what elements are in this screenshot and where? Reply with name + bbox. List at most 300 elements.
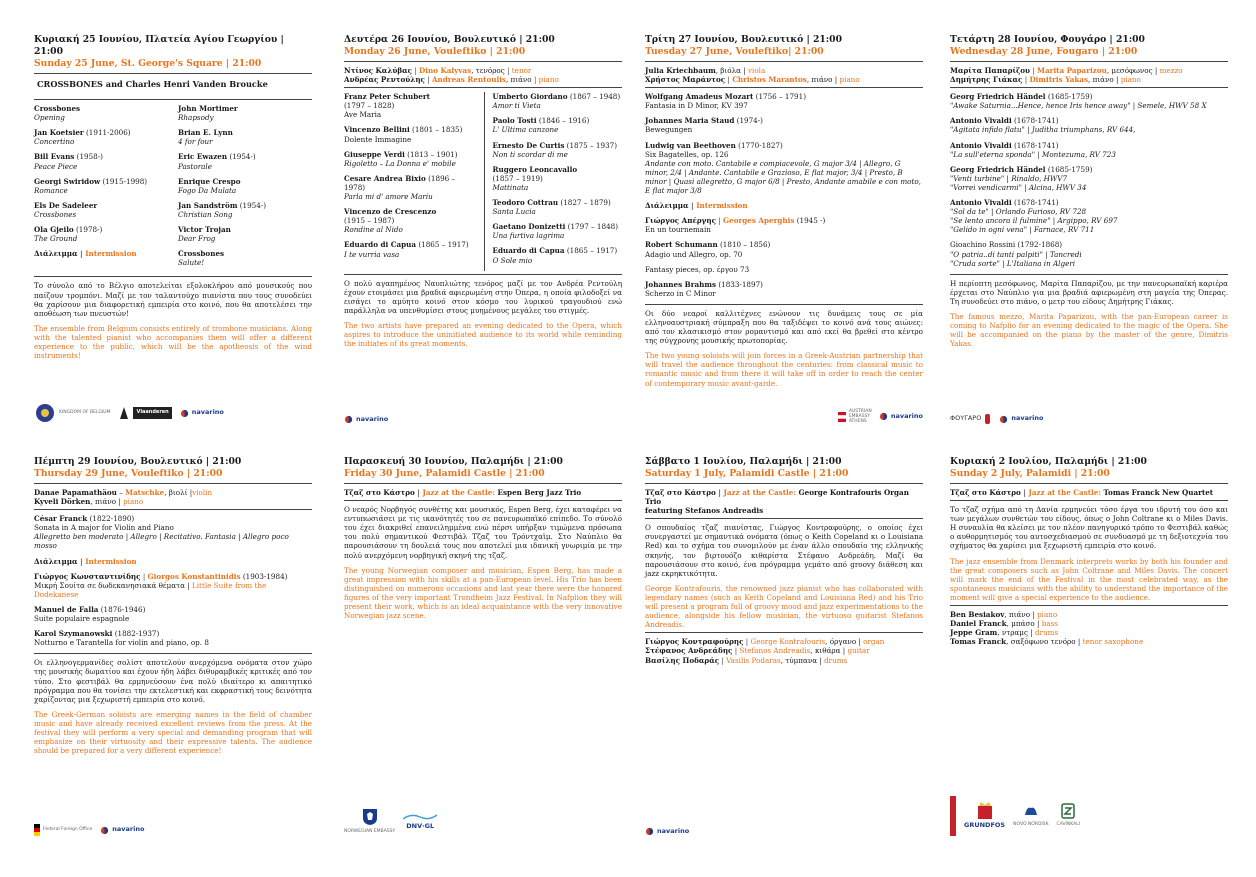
composer-name: Jan Koetsier (34, 128, 84, 138)
programme-item (34, 152, 168, 170)
panel-title-en: Friday 30 June, Palamidi Castle | 21:00 (344, 468, 545, 479)
work-movements: Allegretto ben moderato | Allegro | Recitativo. Fantasia | Allegro poco mosso (34, 532, 289, 551)
performer-name: Kyveli Dörken (34, 497, 91, 507)
musician-name: Daniel Franck (950, 619, 1007, 629)
ensemble-name: Espen Berg Jazz Trio (495, 488, 582, 497)
divider (344, 61, 622, 62)
composer-dates: (1911-2006) (83, 128, 131, 138)
performer-gr: Δημήτρης Γιάκας (950, 75, 1023, 85)
composer-name: Victor Trojan (178, 225, 231, 235)
work-title: "Cruda sorte" | L'Italiana in Algeri (950, 258, 1076, 268)
musician-name: Tomas Franck (950, 637, 1007, 647)
work-title: Concertino (34, 137, 75, 147)
intermission-label: Διάλειμμα | Intermission (645, 201, 748, 211)
work-title: Suite populaire espagnole (34, 614, 130, 624)
musician-line: Στέφανος Ανδρεάδης | Stefanos Andreadis, κιθάρα | guitar (645, 646, 870, 656)
lion-icon (118, 405, 130, 421)
composer-dates: (1876-1946) (98, 604, 146, 614)
composer-dates: (1974-) (734, 116, 763, 126)
subtitle-gr: Τζαζ στο Κάστρο (344, 488, 415, 497)
work-title: Opening (34, 113, 65, 123)
composer-name: Crossbones (34, 104, 81, 114)
programme-item (493, 116, 623, 134)
composer-dates: (1882-1937) (112, 629, 160, 639)
programme-item (34, 104, 168, 122)
performer-en: Matschke (125, 488, 165, 497)
composer-dates: (1833-1897) (716, 279, 763, 289)
divider (344, 274, 622, 275)
composer-dates: (1685-1759) (1045, 164, 1093, 174)
intermission-en: Intermission (85, 556, 137, 566)
navarino-logo (999, 414, 1043, 423)
description-en: The ensemble from Belgium consists entirely of trombone musicians. Along with the talented pianist who accompanies them will offer a different experience to the public, which will be the apotheosis of the wind instruments! (34, 323, 312, 361)
programme-item (34, 225, 168, 243)
composer-name: Els De Sadeleer (34, 200, 98, 210)
intermission-gr: Διάλειμμα (34, 556, 78, 566)
work-title: "Gelido in ogni vena" | Farnace, RV 711 (950, 225, 1095, 235)
composer-dates: (1865 – 1917) (564, 246, 618, 256)
composer-dates: (1958-) (74, 152, 103, 162)
description-en: The jazz ensemble from Denmark interprets works by both his founder and the great composers such as John Coltrane and Miles Davis. The concert will mark the end of the Festival in the most celebrated way, as the spontaneous musicians with the ability to understand the importance of the moment will give a special experience to the audience. (950, 556, 1228, 602)
work-title: Fantasia in D Minor, KV 397 (645, 101, 748, 111)
musician-role-en: bass (1041, 619, 1058, 629)
composer-name: Johannes Brahms (645, 279, 717, 289)
musician-role-gr: , ντραμς | (997, 628, 1035, 638)
programme-item (493, 165, 623, 192)
work-title: Rondine al Nido (344, 225, 403, 235)
musician-role-gr: , μπάσο | (1006, 619, 1042, 629)
work-title: Scherzo in C Minor (645, 288, 716, 298)
divider (344, 87, 622, 88)
work-title: Una furtiva lagrima (492, 231, 565, 241)
composer-name: Manuel de Falla (34, 604, 99, 614)
work-title: Fogo Da Mulata (178, 185, 237, 195)
performer-role-en: piano (839, 75, 860, 85)
divider (34, 653, 312, 654)
divider (645, 304, 923, 305)
work-title: En un tournemain (645, 225, 711, 235)
grundfos-logo (964, 802, 1005, 830)
cavinkali-logo (1057, 803, 1081, 829)
logo-text: navarino (191, 408, 224, 417)
composer-name: Antonio Vivaldi (950, 140, 1012, 150)
composer-name: Georgi Swiridow (34, 176, 101, 186)
composer-dates: (1801 – 1835) (409, 125, 463, 135)
divider (645, 518, 923, 519)
musician-line: Βασίλης Ποδαράς | Vasilis Podaras, τύμπανα | drums (645, 655, 848, 665)
composer-name: Gioachino Rossini (1792-1868) (950, 240, 1063, 250)
composer-name: Ludwig van Beethoven (645, 140, 736, 150)
work-title: "Vorrei vendicarmi" | Alcina, HWV 34 (950, 182, 1087, 192)
composer-dates: (1978-) (73, 225, 103, 235)
work-title: Amor ti Vieta (492, 101, 541, 111)
work-movements: Andante con moto. Cantabile e compiacevole, G major 3/4 | Allegro, G minor, 2/4 | Andante. Cantabile e Grazioso, E flat major, 3/4 | Presto, B minor | Quasi allegretto, G major 6/8 | Presto, Andante amabile e con moto, E flat major 3/8 (645, 158, 921, 196)
programme-item (178, 104, 312, 122)
performer-role-en: tenor (511, 66, 532, 75)
composer-dates: (1865 – 1917) (416, 240, 469, 250)
performer-role-gr: , βιολί | (164, 488, 193, 497)
federal-foreign-office-logo (34, 824, 92, 836)
programme-right-column (484, 92, 623, 270)
musician-role-gr: , πιάνο | (1004, 610, 1038, 620)
divider (950, 274, 1228, 275)
concert-panel-mon-26-june (344, 34, 622, 424)
musician-en: Stefanos Andreadis (739, 646, 811, 656)
logo-text: GRUNDFOS (964, 820, 1006, 829)
work-title: O Sole mio (492, 255, 533, 265)
subtitle-en: Jazz at the Castle: (422, 488, 496, 497)
programme-item (34, 514, 312, 550)
programme-item (34, 605, 312, 623)
programme-item (178, 225, 312, 243)
musician-line (950, 610, 1228, 619)
programme-item (178, 177, 312, 195)
belgium-crest-icon (34, 402, 56, 424)
performer-role-en: mezzo (1159, 66, 1183, 75)
panel-title-gr: Παρασκευή 30 Ιουνίου, Παλαμήδι | 21:00 (344, 456, 563, 467)
performer-line: Χρήστος Μαράντος | Christos Marantos, πιάνο | piano (645, 75, 860, 85)
composer-dates: (1685-1759) (1045, 92, 1093, 102)
composer-dates: (1678-1741) (1011, 116, 1059, 126)
musician-role-gr: , τύμπανα | (780, 655, 825, 665)
musician-role-en: tenor saxophone (1082, 637, 1144, 647)
jazz-subtitle: Τζαζ στο Κάστρο | Jazz at the Castle: George Kontrafouris Organ Trio featuring Stefanos Andreadis (645, 488, 923, 515)
concert-panel-thu-29-june (34, 456, 312, 836)
performer-en: Andreas Rentoulis (431, 75, 506, 85)
work-title: The Ground (34, 234, 78, 244)
programme-item: Γιώργος Απέργης | Georges Aperghis (1945 -) En un tournemain (645, 216, 923, 234)
concert-panel-sun-25-june (34, 34, 312, 424)
work-title-en: Little Suite from the Dodekanese (34, 580, 267, 599)
germany-flag-icon (34, 824, 40, 836)
description-gr: Η περίοπτη μεσόφωνος, Μαρίτα Παπαρίζου, με την πανευρωπαϊκή καριέρα έρχεται στο Ναύπλιο για μια βραδιά αφιερωμένη στη μαγεία της Όπερας. Τη συνοδεύει στο πιάνο, ο μετρ του είδους Δημήτρης Γιάκας. (950, 278, 1228, 306)
musician-gr: Γιώργος Κοντραφούρης (645, 637, 744, 647)
programme-right-column (178, 104, 312, 273)
work-title: Notturno e Tarantella for violin and piano, op. 8 (34, 638, 209, 648)
programme-item (344, 92, 474, 119)
programme-item (178, 201, 312, 219)
jazz-subtitle: Τζαζ στο Κάστρο | Jazz at the Castle: Espen Berg Jazz Trio (344, 488, 582, 497)
musician-role-gr: , κιθάρα | (810, 646, 848, 656)
programme-item (950, 116, 1228, 134)
musician-role-en: drums (1034, 628, 1059, 638)
performer-line: Ανδρέας Ρεντούλης | Andreas Rentoulis, πιάνο | piano (344, 75, 559, 85)
programme-item (34, 177, 168, 195)
logo-text: navarino (890, 411, 923, 420)
norway-crest-icon (362, 808, 378, 826)
performer-line (34, 497, 312, 506)
musician-role-en: piano (1037, 610, 1058, 620)
description-gr: Οι δύο νεαροί καλλιτέχνες ενώνουν τις δυνάμεις τους σε μία ελληνοαυστριακή σύμπραξη που θα ταξιδέψει το κοινό ανά τους αιώνες: από τον κλασικισμό στον ρομαντισμό και από εκεί θα βρεθεί στο κέντρο της σύγχρονης μουσικής πρωτοπορίας. (645, 308, 923, 346)
performer-en: Marita Paparizou (1037, 66, 1107, 75)
programme-item (344, 240, 474, 258)
concert-panel-sun-2-july (950, 456, 1228, 836)
sponsor-logos (950, 414, 1043, 424)
logo-text: navarino (1011, 414, 1044, 423)
work-title: "Sol da te" | Orlando Furioso, RV 728 (950, 207, 1087, 217)
logo-text: navarino (657, 826, 690, 835)
programme-item (178, 249, 312, 267)
panel-title-gr: Σάββατο 1 Ιουλίου, Παλαμήδι | 21:00 (645, 456, 842, 467)
composer-name: Enrique Crespo (178, 176, 241, 186)
composer-name-en: Giorgos Konstantinidis (147, 571, 241, 581)
programme-item (178, 128, 312, 146)
intermission-en: Intermission (85, 249, 137, 259)
programme-item (344, 207, 474, 234)
programme-item (344, 150, 474, 168)
composer-name-en: Georges Aperghis (722, 216, 795, 226)
composer-name: Antonio Vivaldi (950, 198, 1012, 208)
performer-role-gr: , πιάνο | (90, 497, 124, 507)
programme-item (34, 629, 312, 647)
work-title: Fantasy pieces, op. έργου 73 (645, 264, 750, 274)
performer-gr: Χρήστος Μαράντος (645, 75, 726, 85)
navarino-icon (100, 826, 109, 835)
composer-name: Karol Szymanowski (34, 629, 113, 639)
composer-name: Vincenzo Bellini (344, 125, 410, 135)
performer-role-en: piano (123, 497, 144, 507)
intermission-en: Intermission (696, 201, 748, 211)
musician-en: Vasilis Podaras (726, 655, 781, 665)
musician-line (950, 619, 1228, 628)
description-en: The two artists have prepared an evening dedicated to the Opera, which aspires to introduce the uninitiated audience to its world while reminding the initiates of its great moments. (344, 320, 622, 349)
logo-text: AUSTRIAN EMBASSY ATHENS (848, 409, 872, 424)
composer-name: Gaetano Donizetti (492, 222, 566, 232)
logo-text: Vlaanderen (133, 407, 171, 418)
intermission-gr: Διάλειμμα (34, 249, 78, 259)
performer-role-en: piano (538, 75, 559, 85)
navarino-icon (180, 409, 189, 418)
composer-name: Jan Sandström (178, 200, 238, 210)
panel-title-gr: Κυριακή 2 Ιουλίου, Παλαμήδι | 21:00 (950, 456, 1147, 467)
performer-line: Μαρίτα Παπαρίζου | Marita Paparizou, μεσόφωνος | mezzo (950, 66, 1183, 75)
divider (34, 73, 312, 74)
performer-en: Dimitris Yakas (1029, 75, 1089, 85)
performer-en: Dino Kalyvas (419, 66, 472, 75)
navarino-icon (645, 827, 654, 836)
work-title: I te vurria vasa (344, 249, 400, 259)
composer-name: Brian E. Lynn (178, 128, 233, 138)
performer-gr: Ανδρέας Ρεντούλης (344, 75, 425, 85)
programme-item: Γιώργος Κωνσταντινίδης | Giorgos Konstantinidis (1903-1984) Μικρή Σουίτα σε δωδεκανησιακά θέματα | Little Suite from the Dodekanese (34, 571, 288, 599)
performer-role-en: violin (192, 488, 213, 497)
programme-item (950, 165, 1228, 192)
work-title-gr: Μικρή Σουίτα σε δωδεκανησιακά θέματα | (34, 580, 192, 590)
composer-dates: (1915-1998) (100, 176, 148, 186)
intermission-label: Διάλειμμα | Intermission (34, 249, 137, 259)
jazz-subtitle: Τζαζ στο Κάστρο | Jazz at the Castle: Tomas Franck New Quartet (950, 488, 1214, 497)
composer-name: Paolo Tosti (492, 116, 537, 126)
subtitle-en: Jazz at the Castle: (1028, 488, 1102, 497)
performer-role-gr: , τενόρος (471, 66, 505, 75)
composer-name: Antonio Vivaldi (950, 116, 1012, 126)
programme-columns (34, 104, 312, 273)
composer-name: Cesare Andrea Bixio (344, 173, 426, 183)
musician-line (950, 628, 1228, 637)
navarino-icon (879, 412, 888, 421)
description-gr: Το σύνολο από το Βέλγιο αποτελείται εξολοκλήρου από μουσικούς που παίζουν τρομπόνι. Μαζί με τον ταλαντούχο πιανίστα που τους συνοδεύει θα χαρίσουν μια διαφορετική εμπειρία στο κοινό, που θα αποτελέσει την αποθέωση των πνευστών! (34, 281, 312, 318)
programme-item (493, 222, 623, 240)
panel-title-en: Sunday 2 July, Palamidi | 21:00 (950, 468, 1110, 479)
composer-dates: (1903-1984) (240, 571, 288, 581)
work-title: Crossbones (34, 209, 77, 219)
divider (34, 276, 312, 277)
composer-name: Franz Peter Schubert (344, 92, 430, 102)
navarino-icon (999, 415, 1008, 424)
ensemble-name: Tomas Franck New Quartet (1101, 488, 1214, 497)
composer-dates: (1954-) (237, 200, 267, 210)
performer-role-gr: , μεσόφωνος | (1106, 66, 1160, 75)
composer-name: Bill Evans (34, 152, 75, 162)
work-title: Ave Maria (344, 110, 382, 120)
performer-role-gr: , πιάνο | (1088, 75, 1121, 85)
description-en: George Kontrafouris, the renowned jazz pianist who has collaborated with legendary names (such as Keith Copeland and Louisiana Red) and his Trio will present a program full of groovy mood and jazz experimentations to the audience, alongside his fellow musician, the virtuoso guitarist Stefanos Andreadis. (645, 583, 923, 630)
description-gr: Το τζαζ σχήμα από τη Δανία ερμηνεύει τόσο έργα του ιδρυτή του όσο και των μεγάλων συνθετών του είδους, όπως ο John Coltrane κι ο Miles Davis. Η συναυλία θα κλείσει με τον πλέον πανηγυρικό τρόπο το Φεστιβάλ καθώς ο αυθορμητισμός του αυτοσχεδιασμού σε συνδυασμό με τη δεξιοτεχνία του σχήματος θα χαρίσει μια ξεχωριστή εμπειρία στο κοινό. (950, 505, 1228, 551)
panel-title-en: Saturday 1 July, Palamidi Castle | 21:00 (645, 468, 849, 479)
denmark-embassy-strip-icon (950, 796, 956, 836)
sponsor-logos (838, 409, 923, 424)
logo-text: navarino (356, 414, 389, 423)
fougaro-logo (950, 414, 991, 424)
novo-nordisk-logo (1013, 803, 1048, 829)
divider (950, 605, 1228, 606)
composer-name-gr: Γιώργος Απέργης (645, 216, 716, 226)
divider (34, 99, 312, 100)
performer-role-en: piano (1120, 75, 1141, 85)
divider (34, 509, 312, 510)
description-en: The Greek-German soloists are emerging names in the field of chamber music and have already received excellent reviews from the press. At the festival they will perform a very special and demanding program that will emphasize on their virtuosity and their expressive talents. The audience should be prepared for a very different experience! (34, 709, 312, 756)
panel-title-en: Tuesday 27 June, Vouleftiko| 21:00 (645, 46, 824, 57)
divider (344, 500, 622, 501)
composer-dates: (1678-1741) (1011, 198, 1059, 208)
work-title: Salute! (178, 258, 205, 268)
navarino-logo (180, 408, 224, 417)
performer-role-gr: , πιάνο | (806, 75, 840, 85)
logo-text: Federal Foreign Office (43, 827, 93, 833)
navarino-logo (100, 825, 144, 834)
sponsor-logos (34, 824, 144, 836)
programme-item (950, 198, 1228, 234)
musician-en: George Kontrafouris (750, 637, 826, 647)
work-title: Six Bagatelles, op. 126 (645, 149, 729, 159)
composer-dates: (1822-1890) (87, 514, 135, 524)
programme-item (34, 128, 168, 146)
composer-name: Vincenzo de Crescenzo (344, 207, 437, 217)
intermission-label: Διάλειμμα | Intermission (34, 556, 137, 566)
ensemble-name: George Kontrafouris Organ Trio (645, 488, 909, 507)
musician-role-gr: , σαξόφωνο τενόρο | (1006, 637, 1083, 647)
work-title: Parla mi d' amore Mariu (344, 192, 433, 202)
concert-panel-fri-30-june (344, 456, 622, 836)
musician-gr: Στέφανος Ανδρεάδης (645, 646, 733, 656)
description-gr: Ο σπουδαίος τζαζ πιανίστας, Γιώργος Κοντραφούρης, ο οποίος έχει συνεργαστεί με σημαντικά ονόματα (όπως ο Keith Copeland κι ο Louisiana Red) και το σχήμα του συνομιλούν με έναν άλλο σπουδαίο της ελληνικής σκηνής, τον βιρτουόζο κιθαρίστα Στέφανο Ανδρεάδη. Μαζί θα παρουσιάσουν στο κοινό, ένα πρόγραμμα γεμάτο από groovy διάθεση και jazz εκρηκτικότητα. (645, 523, 923, 578)
sponsor-logos (34, 402, 224, 424)
divider (950, 500, 1228, 501)
description-en: The two young soloists will join forces in a Greek-Austrian partnership that will travel the audience throughout the centuries: from classical music to romantic music and from there it will take off in order to reach the center of contemporary music avant-garde. (645, 351, 923, 388)
divider (950, 87, 1228, 88)
dnvgl-wave-icon (403, 813, 437, 821)
concert-panel-wed-28-june (950, 34, 1228, 424)
programme-item (34, 201, 168, 219)
composer-name: Giuseppe Verdi (344, 149, 405, 159)
work-title: Mattinata (492, 182, 529, 192)
programme-left-column (344, 92, 474, 270)
composer-name: Teodoro Cottrau (492, 198, 559, 208)
composer-name: Robert Schumann (645, 240, 718, 250)
subtitle-en: Jazz at the Castle: (723, 488, 797, 497)
panel-title-en: Monday 26 June, Vouleftiko | 21:00 (344, 46, 526, 57)
composer-dates: (1945 -) (794, 216, 826, 226)
divider (645, 483, 923, 484)
performer-role-gr: , πιάνο (505, 75, 532, 85)
composer-name: Georg Friedrich Händel (950, 92, 1046, 102)
navarino-logo (879, 412, 923, 421)
panel-title-en: Sunday 25 June, St. George's Square | 21:00 (34, 58, 262, 69)
composer-name: Ola Gjeilo (34, 225, 74, 235)
work-title: Pastorale (178, 161, 212, 171)
logo-text: NORWEGIAN EMBASSY (344, 828, 396, 834)
programme-columns (344, 92, 622, 270)
panel-title-gr: Πέμπτη 29 Ιουνίου, Βουλευτικό | 21:00 (34, 456, 242, 467)
composer-name: Eduardo di Capua (492, 246, 565, 256)
subtitle-gr: Τζαζ στο Κάστρο (645, 488, 716, 497)
performer-name: Danae Papamathäou (34, 488, 117, 497)
composer-dates: (1756 – 1791) (753, 92, 806, 102)
divider (645, 632, 923, 633)
composer-dates: (1915 – 1987) (344, 216, 395, 226)
concert-panel-sat-1-july (645, 456, 923, 836)
austria-flag-icon (838, 412, 846, 422)
musician-line (950, 637, 1228, 646)
programme-item (645, 280, 923, 298)
work-title: Sonata in A major for Violin and Piano (34, 523, 174, 533)
musician-role-en: organ (863, 637, 885, 647)
panel-title-gr: Κυριακή 25 Ιουνίου, Πλατεία Αγίου Γεωργίου | 21:00 (34, 34, 284, 57)
work-title: "O patria..di tanti palpiti" | Tancredi (950, 249, 1082, 259)
crown-crest-icon (977, 802, 993, 820)
programme-item (493, 141, 623, 159)
intermission-gr: Διάλειμμα (645, 201, 689, 211)
work-title: Bewegungen (645, 125, 693, 135)
programme-item (950, 141, 1228, 159)
composer-dates: (1797 – 1828) (344, 101, 395, 111)
sponsor-logos (344, 415, 388, 424)
logo-text: ΦΟΥΓΑΡΟ (950, 414, 982, 423)
composer-name: Crossbones (178, 249, 225, 259)
panel-title-gr: Τετάρτη 28 Ιουνίου, Φουγάρο | 21:00 (950, 34, 1145, 45)
work-title: Santa Lucia (492, 207, 536, 217)
concert-panel-tue-27-june (645, 34, 923, 424)
belgium-logo (34, 402, 110, 424)
vlaanderen-logo (118, 405, 171, 421)
programme-item (950, 92, 1228, 110)
composer-name: Eric Ewazen (178, 152, 228, 162)
composer-dates: (1678-1741) (1011, 140, 1059, 150)
work-title: Non ti scordar di me (492, 149, 568, 159)
dnvgl-logo (403, 813, 437, 831)
work-title: Rigoletto – La Donna e' mobile (344, 158, 456, 168)
composer-dates: (1797 – 1848) (565, 222, 619, 232)
performer-gr: Ντίνος Καλύβας (344, 66, 413, 75)
divider (950, 61, 1228, 62)
composer-name: Eduardo di Capua (344, 240, 417, 250)
performer-role-en: viola (747, 66, 766, 75)
navarino-logo (344, 415, 388, 424)
description-en: The famous mezzo, Marita Paparizou, with the pan-European career is coming to Nafplio for an evening dedicated to the magic of the Opera. She will be accompanied on the piano by the master of the genre, Dimitris Yakas. (950, 311, 1228, 349)
concert-headline: CROSSBONES and Charles Henri Vanden Broucke (37, 79, 268, 89)
musician-role-en: guitar (847, 646, 870, 656)
panel-title-gr: Δευτέρα 26 Ιουνίου, Βουλευτικό | 21:00 (344, 34, 555, 45)
